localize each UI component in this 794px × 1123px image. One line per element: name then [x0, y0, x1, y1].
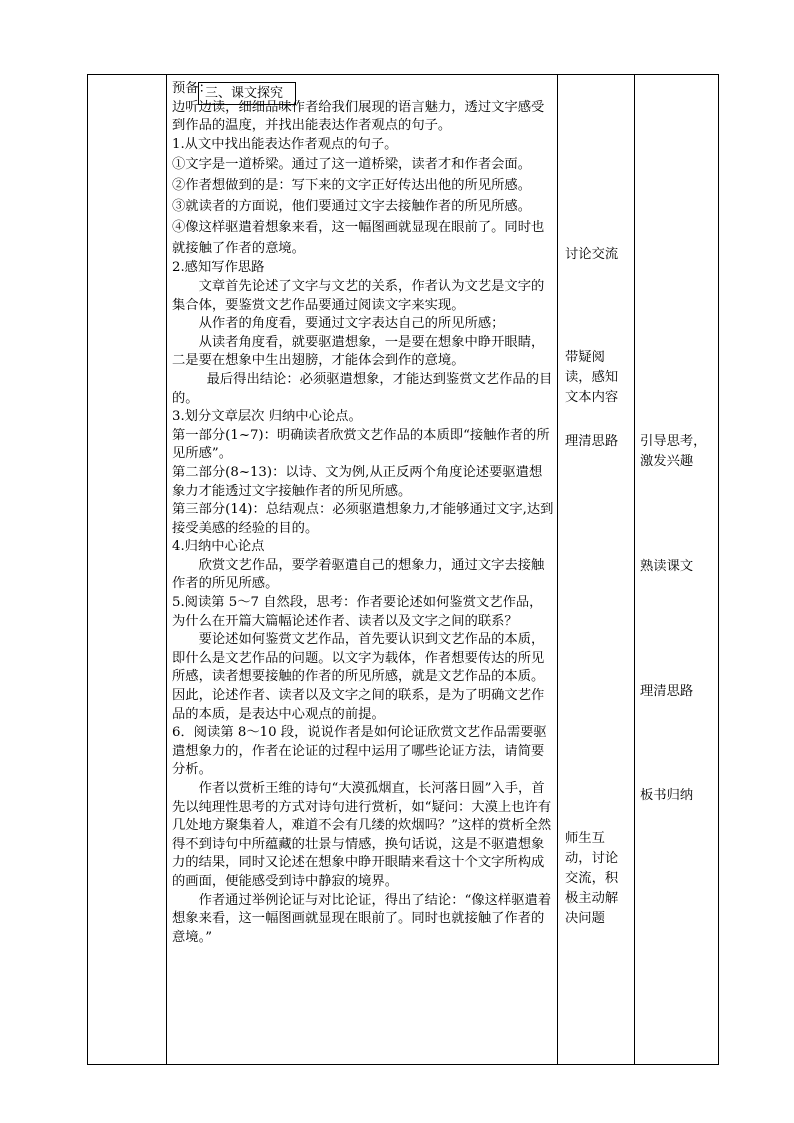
design-intent-2: 熟读课文: [640, 559, 694, 574]
table-divider-1: [166, 74, 167, 1065]
q3-title: 3.划分文章层次 归纳中心论点。: [172, 409, 362, 425]
q1-item: ②作者想做到的是：写下来的文字正好传达出他的所见所感。: [172, 178, 532, 194]
q3-part: 第三部分(14)：总结观点：必须驱遣想象力,才能够通过文字,达到接受美感的经验的目的。: [172, 502, 554, 536]
preview-label: 预备：: [172, 81, 212, 96]
q1-title: 1.从文中找出能表达作者观点的句子。: [172, 136, 398, 152]
main-content-column: [172, 80, 554, 947]
q1-item: ④像这样驱遣着想象来看，这一幅图画就显现在眼前了。同时也就接触了作者的意境。: [172, 220, 545, 257]
design-intent-4: 板书归纳: [640, 788, 694, 803]
table-top-border: [87, 74, 719, 75]
q4-paragraph: 欣赏文艺作品，要学着驱遣自己的想象力，通过文字去接触作者的所见所感。: [172, 557, 545, 592]
student-activity-2: 带疑阅读，感知文本内容: [565, 350, 619, 405]
student-activity-1: 讨论交流: [565, 247, 619, 262]
q6-title: 6．阅读第 8～10 段，说说作者是如何论证欣赏文艺作品需要驱遣想象力的，作者在论证的过程中运用了哪些论证方法，请简要分析。: [172, 725, 547, 778]
q3-part: 第二部分(8~13)：以诗、文为例,从正反两个角度论述要驱遣想象力才能透过文字接触作者的所见所感。: [172, 464, 543, 499]
table-divider-2: [557, 74, 558, 1065]
table-border-left: [87, 74, 88, 1065]
q2-paragraph: 从作者的角度看，要通过文字表达自己的所见所感；: [198, 316, 505, 332]
q2-title: 2.感知写作思路: [172, 260, 265, 276]
q1-item: ③就读者的方面说，他们要通过文字去接触作者的所见所感。: [172, 199, 532, 215]
q4-title: 4.归纳中心论点: [172, 539, 265, 555]
q2-paragraph: 最后得出结论：必须驱遣想象，才能达到鉴赏文艺作品的目的。: [172, 371, 553, 406]
design-intent-3: 理清思路: [640, 684, 694, 699]
table-divider-3: [634, 74, 635, 1065]
intro-paragraph: 边听边读，细细品味作者给我们展现的语言魅力，透过文字感受到作品的温度，并找出能表达作者观点的句子。: [172, 99, 545, 134]
student-activity-3: 理清思路: [565, 434, 619, 449]
q5-title: 5.阅读第 5～7 自然段，思考：作者要论述如何鉴赏文艺作品，为什么在开篇大篇幅论述作者、读者以及文字之间的联系？: [172, 595, 543, 629]
student-activity-4: 师生互动，讨论交流，积极主动解决问题: [565, 831, 619, 926]
q6-paragraph: 作者以赏析王维的诗句“大漠孤烟直，长河落日圆”入手，首先以纯理性思考的方式对诗句进行赏析，如“疑问：大漠上也许有几处地方聚集着人，难道不会有几缕的炊烟吗？”这样的赏析全然得不到诗句中所蕴藏的壮景与情感，换句话说，这是不驱遣想象力的结果，同时又论述在想象中睁开眼睛来看这十个文字所构成的画面，便能感受到诗中静寂的境界。: [172, 781, 552, 889]
q2-paragraph: 文章首先论述了文字与文艺的关系，作者认为文艺是文字的集合体，要鉴赏文艺作品要通过阅读文字来实现。: [172, 278, 545, 313]
table-border-right: [718, 74, 719, 1065]
design-intent-1: 引导思考，激发兴趣: [640, 434, 707, 469]
table-bottom-border: [87, 1064, 719, 1065]
q3-part: 第一部分(1~7)：明确读者欣赏文艺作品的本质即“接触作者的所见所感”。: [172, 427, 550, 462]
q5-paragraph: 要论述如何鉴赏文艺作品，首先要认识到文艺作品的本质，即什么是文艺作品的问题。以文字为载体，作者想要传达的所见所感，读者想要接触的作者的所见所感，就是文艺作品的本质。因此，论述作者、读者以及文字之间的联系，是为了明确文艺作品的本质，是表达中心观点的前提。: [172, 632, 545, 722]
q2-paragraph: 从读者角度看，就要驱遣想象，一是要在想象中睁开眼睛，二是要在想象中生出翅膀，才能体会到作的意境。: [172, 334, 545, 369]
section-heading: 三、课文探究: [198, 82, 296, 105]
q6-paragraph: 作者通过举例论证与对比论证，得出了结论：“像这样驱遣着想象来看，这一幅图画就显现在眼前了。同时也就接触了作者的意境。”: [172, 892, 552, 945]
q1-item: ①文字是一道桥梁。通过了这一道桥梁，读者才和作者会面。: [172, 157, 532, 173]
